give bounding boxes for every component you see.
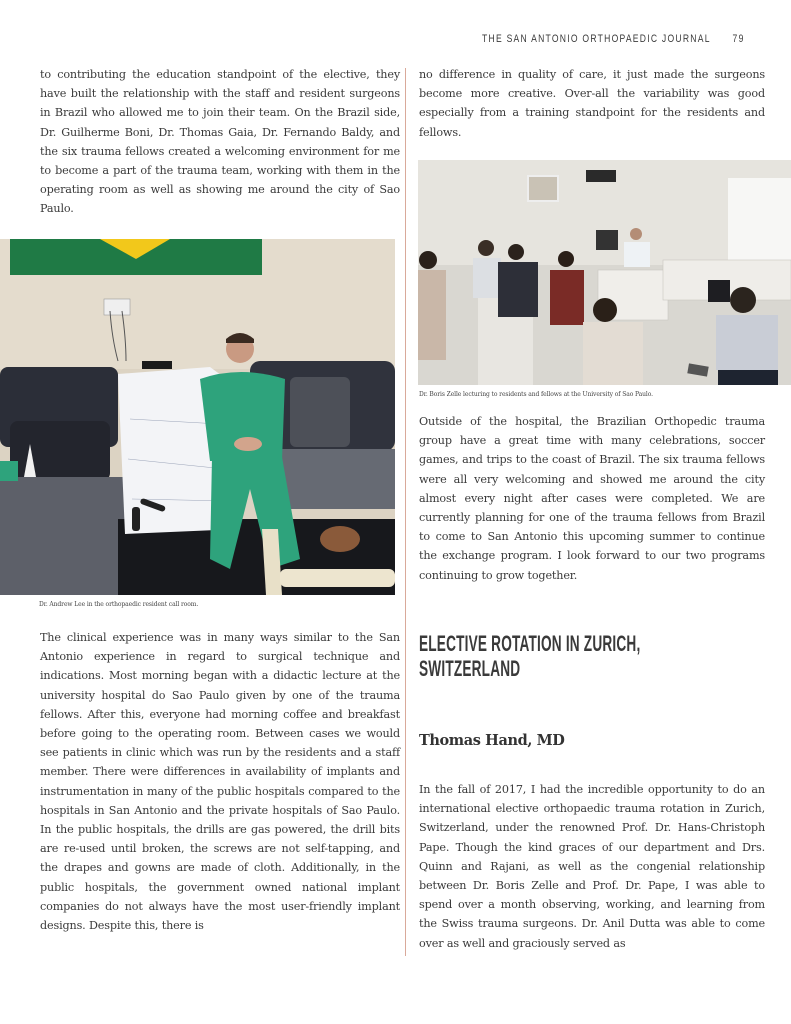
lecture-photo: [418, 160, 791, 385]
call-room-photo: [0, 239, 395, 595]
section-heading: [419, 631, 640, 681]
page-number: 79: [732, 33, 745, 45]
journal-title: THE SAN ANTONIO ORTHOPAEDIC JOURNAL: [482, 33, 712, 45]
author-byline: Thomas Hand, MD: [419, 732, 565, 749]
column-divider: [405, 68, 406, 956]
left-paragraph-1: to contributing the education standpoint of the elective, they have built the relationship with the staff and resident surgeons in Brazil who allowed me to join their team. On the Brazil side, Dr. Guilherme Boni, Dr. Thomas Gaia, Dr. Fernando Baldy, and the six trauma fellows created a welcoming environment for me to become a part of the trauma team, working with them in the operating room as well as showing me around the city of Sao Paulo.: [40, 68, 400, 216]
call-room-photo-illustration: [0, 239, 395, 595]
right-paragraph-3: In the fall of 2017, I had the incredible opportunity to do an international elective orthopaedic trauma rotation in Zurich, Switzerland, under the renowned Prof. Dr. Hans-Christoph Pape. Though the kind graces of our department and Drs. Quinn and Rajani, as well as the congenial relationship between Dr. Boris Zelle and Prof. Dr. Pape, I was able to spend over a month observing, working, and learning from the Swiss trauma surgeons. Dr. Anil Dutta was able to come over as well and graciously served as: [419, 783, 765, 950]
left-paragraph-2: The clinical experience was in many ways similar to the San Antonio experience in regard to surgical technique and indications. Most morning began with a didactic lecture at the university hospital do Sao Paulo given by one of the trauma fellows. After this, everyone had morning coffee and breakfast before going to the operating room. Between cases we would see patients in clinic which was run by the residents and a staff member. There were differences in availability of implants and instrumentation in many of the public hospitals compared to the hospitals in San Antonio and the private hospitals of Sao Paulo. In the public hospitals, the drills are gas powered, the drill bits are re-used until broken, the screws are not self-tapping, and the drapes and gowns are made of cloth. Additionally, in the public hospitals, the government owned national implant companies do not always have the most user-friendly implant designs. Despite this, there is: [40, 631, 400, 933]
section-heading-line-1: ELECTIVE ROTATION IN ZURICH,: [419, 631, 641, 656]
running-header: [482, 33, 745, 45]
section-heading-line-2: SWITZERLAND: [419, 656, 521, 681]
call-room-photo-caption: Dr. Andrew Lee in the orthopaedic resident call room.: [39, 601, 199, 608]
right-paragraph-1: no difference in quality of care, it just made the surgeons become more creative. Over-all the variability was good especially from a training standpoint for the residents and fellows.: [419, 68, 765, 139]
lecture-photo-illustration: [418, 160, 791, 385]
lecture-photo-caption: Dr. Boris Zelle lecturing to residents and fellows at the University of Sao Paulo.: [419, 391, 653, 398]
right-paragraph-2: Outside of the hospital, the Brazilian Orthopedic trauma group have a great time with many celebrations, soccer games, and trips to the coast of Brazil. The six trauma fellows were all very welcoming and showed me around the city almost every night after cases were completed. We are currently planning for one of the trauma fellows from Brazil to come to San Antonio this upcoming summer to continue the exchange program. I look forward to our two programs continuing to grow together.: [419, 415, 765, 582]
